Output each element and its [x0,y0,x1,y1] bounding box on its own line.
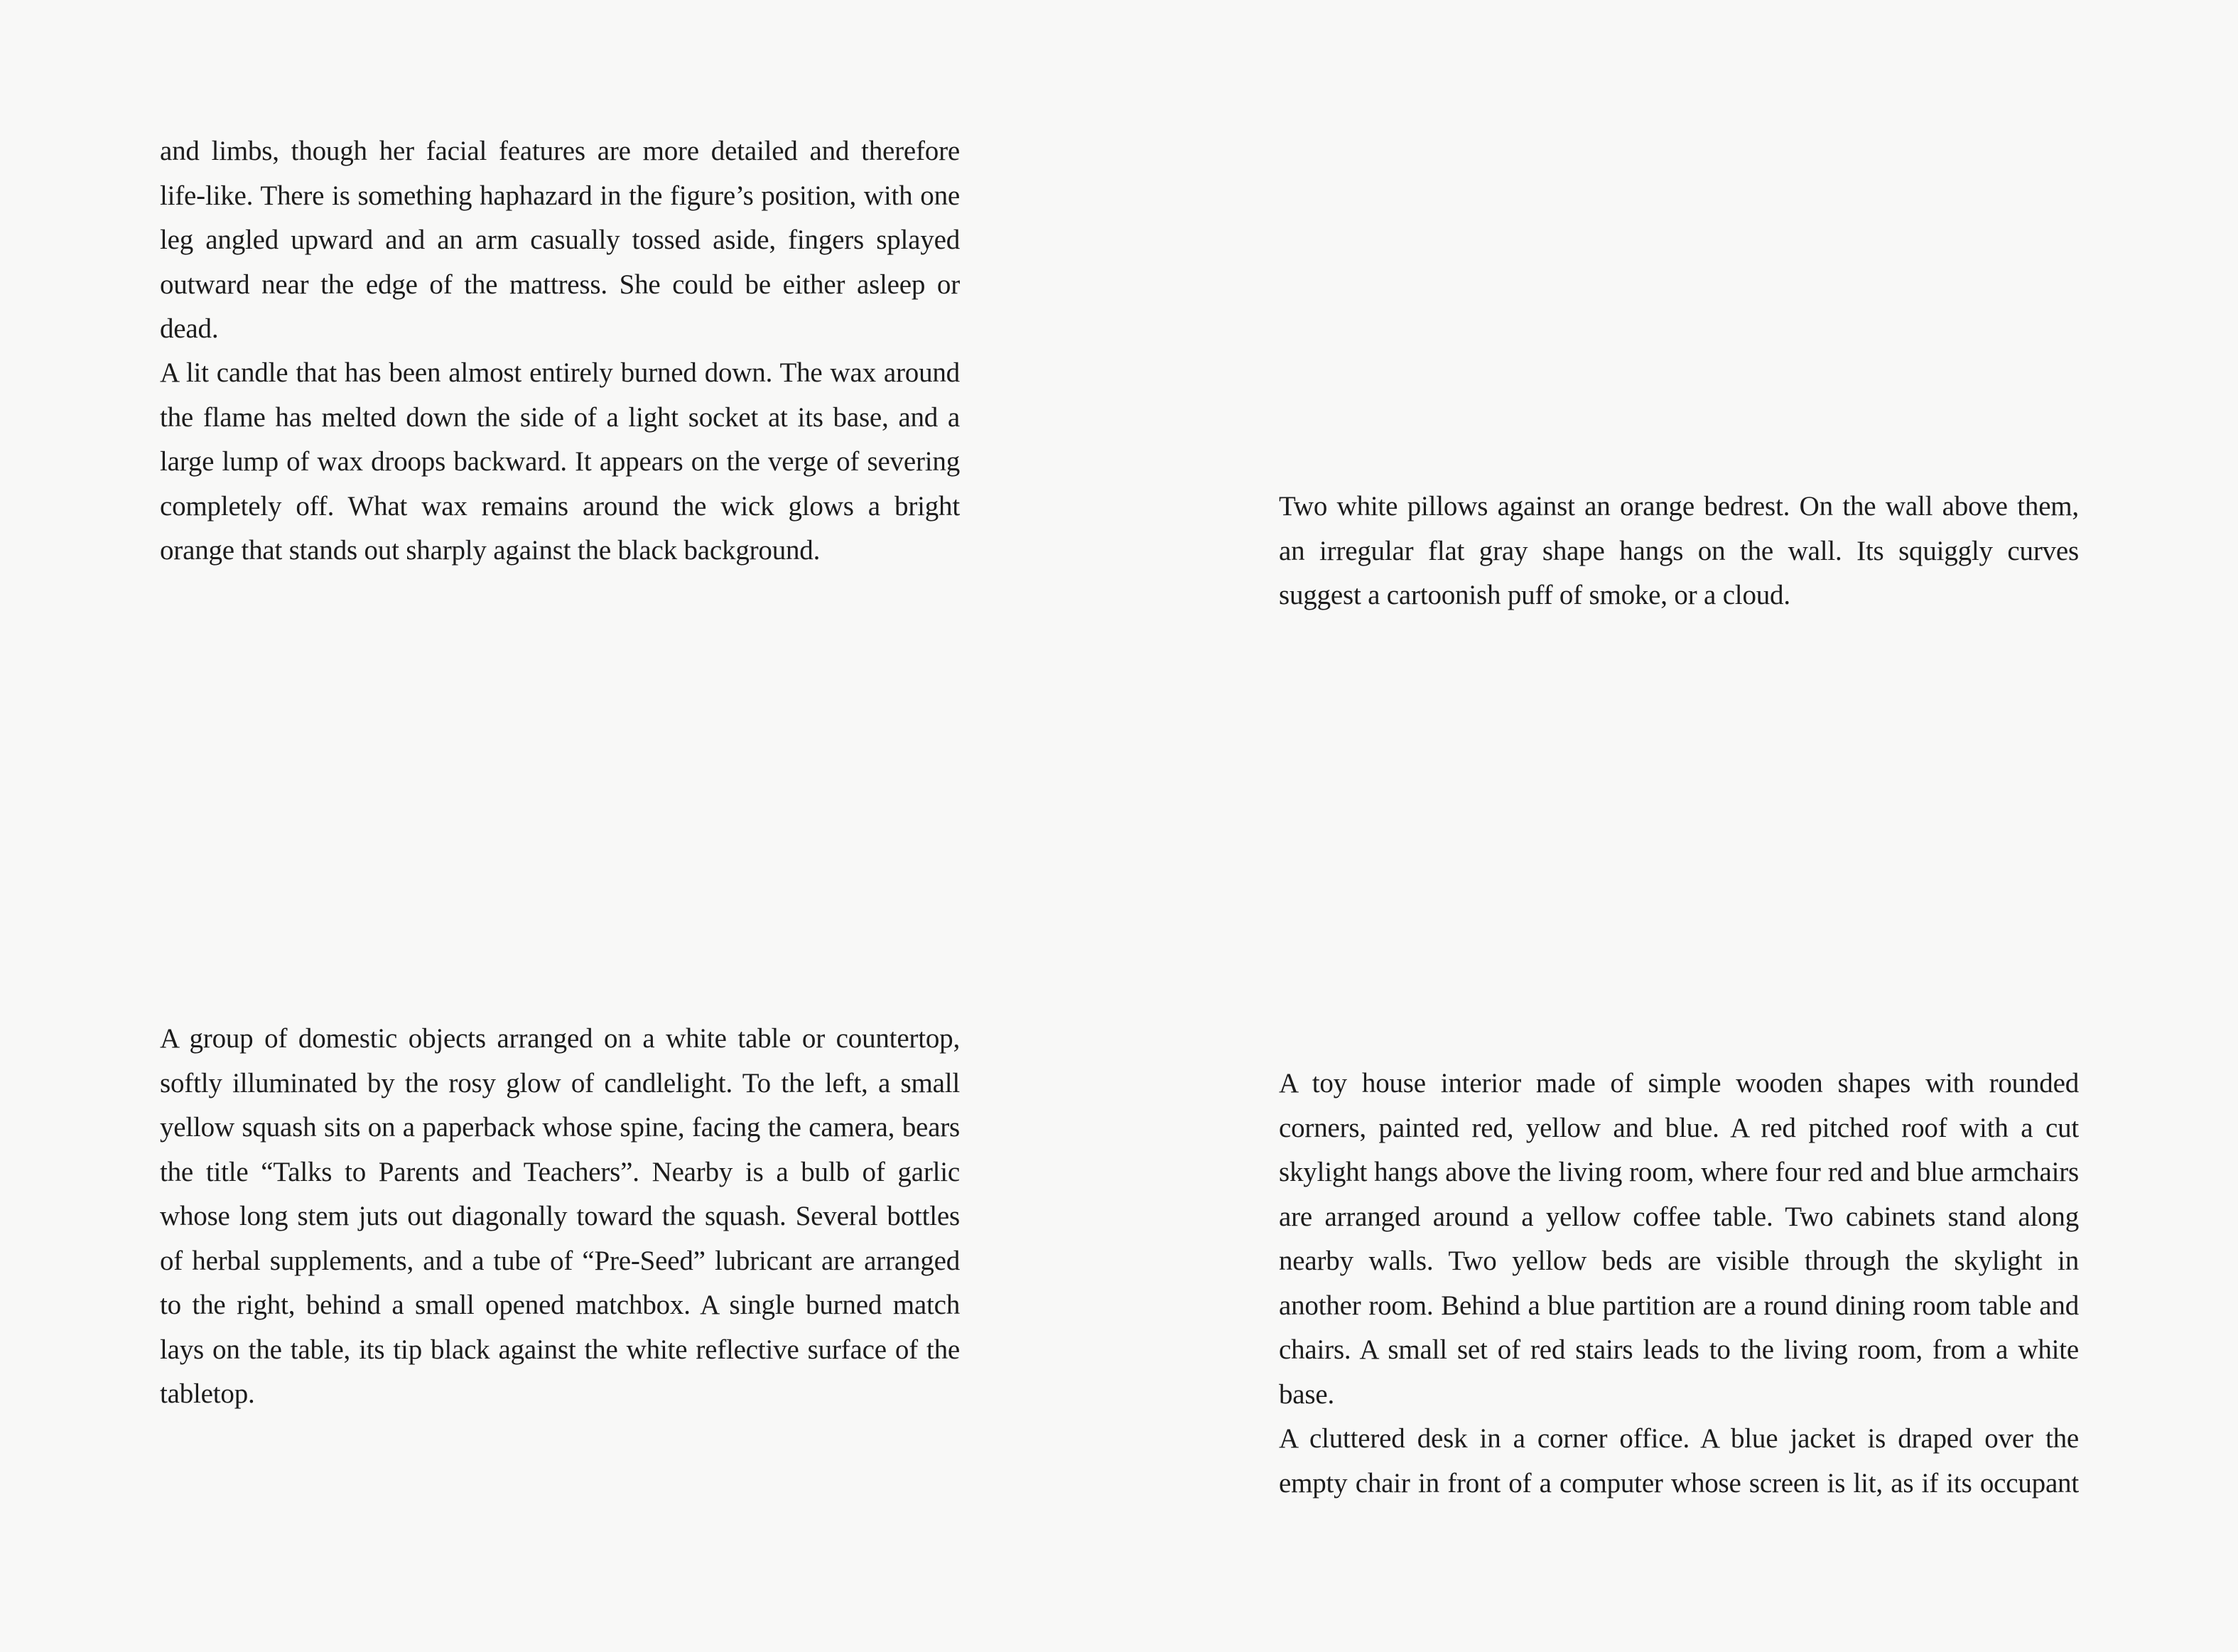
paragraph-cluttered-desk: A cluttered desk in a corner office. A blue jacket is draped over the empty chair in front of a computer whose screen is lit, as if its occupant [1279,1423,2079,1499]
paragraph-pillows: Two white pillows against an orange bedrest. On the wall above them, an irregular flat gray shape hangs on the wall. Its squiggly curves suggest a cartoonish puff of smoke, or a cloud. [1279,491,2079,610]
paragraph-toy-house: A toy house interior made of simple wooden shapes with rounded corners, painted red, yellow and blue. A red pitched roof with a cut skylight hangs above the living room, where four red and blue armchairs are arranged around a yellow coffee table. Two cabinets stand along nearby walls. Two yellow beds are visible through the skylight in another room. Behind a blue partition are a round dining room table and chairs. A small set of red stairs leads to the living room, from a white base. [1279,1068,2079,1410]
paragraph-figure-on-bed: and limbs, though her facial features are more detailed and therefore life-like. There is something haphazard in the figure’s position, with one leg angled upward and an arm casually tossed aside, fingers splayed outward near the edge of the mattress. She could be either asleep or dead. [160,136,960,344]
paragraph-candle: A lit candle that has been almost entirely burned down. The wax around the flame has melted down the side of a light socket at its base, and a large lump of wax droops backward. It appears on the verge of severing completely off. What wax remains around the wick glows a bright orange that stands out sharply against the black background. [160,357,960,566]
right-page [1119,0,2238,1652]
paragraph-domestic-objects: A group of domestic objects arranged on a white table or countertop, softly illuminated by the rosy glow of candlelight. To the left, a small yellow squash sits on a paperback whose spine, facing the camera, bears the title “Talks to Parents and Teachers”. Nearby is a bulb of garlic whose long stem juts out diagonally toward the squash. Several bottles of herbal supplements, and a tube of “Pre-Seed” lubricant are arranged to the right, behind a small opened matchbox. A single burned match lays on the table, its tip black against the white reflective surface of the tabletop. [160,1023,960,1409]
